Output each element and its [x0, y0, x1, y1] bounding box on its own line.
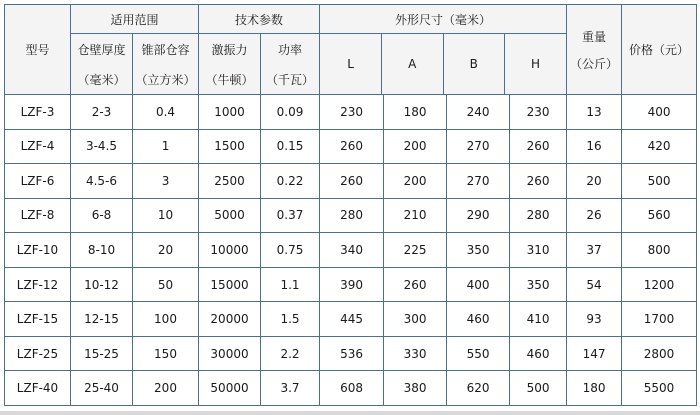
cell-price: 800: [622, 233, 697, 268]
cell-exciting-force: 1000: [199, 95, 261, 130]
header-exciting-force: 激振力: [199, 34, 261, 65]
cell-dim-L: 340: [320, 233, 384, 268]
cell-dim-L: 445: [320, 302, 384, 337]
cell-hopper-volume: 50: [133, 267, 199, 302]
cell-dim-B: 240: [447, 95, 510, 130]
cell-exciting-force: 2500: [199, 164, 261, 199]
cell-dim-H: 350: [510, 267, 567, 302]
cell-hopper-volume: 3: [133, 164, 199, 199]
spec-table: [4, 4, 697, 406]
cell-weight: 13: [567, 95, 622, 130]
cell-model: LZF-15: [5, 302, 71, 337]
header-dim-L: L: [320, 34, 382, 95]
bottom-edge-divider: [0, 411, 700, 415]
cell-wall-thickness: 12-15: [71, 302, 133, 337]
cell-dim-B: 350: [447, 233, 510, 268]
cell-dim-L: 608: [320, 371, 384, 406]
cell-dim-L: 260: [320, 164, 384, 199]
cell-price: 1200: [622, 267, 697, 302]
cell-model: LZF-12: [5, 267, 71, 302]
table-row: [5, 129, 697, 164]
cell-power: 1.1: [261, 267, 320, 302]
header-power: 功率: [261, 34, 320, 65]
header-dim-B: B: [443, 34, 505, 95]
header-weight: 重量: [582, 29, 607, 44]
cell-dim-B: 270: [447, 164, 510, 199]
cell-dim-H: 260: [510, 164, 567, 199]
cell-weight: 20: [567, 164, 622, 199]
cell-price: 420: [622, 129, 697, 164]
cell-power: 1.5: [261, 302, 320, 337]
cell-power: 0.37: [261, 198, 320, 233]
cell-dim-B: 460: [447, 302, 510, 337]
cell-wall-thickness: 8-10: [71, 233, 133, 268]
header-dimensions-group: [320, 5, 567, 95]
cell-price: 1700: [622, 302, 697, 337]
cell-dim-A: 225: [384, 233, 447, 268]
cell-power: 0.75: [261, 233, 320, 268]
cell-hopper-volume: 0.4: [133, 95, 199, 130]
cell-dim-H: 260: [510, 129, 567, 164]
cell-dim-L: 260: [320, 129, 384, 164]
cell-price: 400: [622, 95, 697, 130]
table-row: [5, 95, 697, 130]
cell-exciting-force: 50000: [199, 371, 261, 406]
cell-model: LZF-40: [5, 371, 71, 406]
cell-exciting-force: 10000: [199, 233, 261, 268]
header-power-unit: （千瓦）: [261, 64, 320, 95]
header-wall-thickness-unit: （毫米）: [71, 64, 133, 95]
cell-dim-B: 400: [447, 267, 510, 302]
cell-wall-thickness: 10-12: [71, 267, 133, 302]
cell-price: 500: [622, 164, 697, 199]
cell-hopper-volume: 1: [133, 129, 199, 164]
cell-exciting-force: 15000: [199, 267, 261, 302]
cell-dim-B: 290: [447, 198, 510, 233]
cell-hopper-volume: 200: [133, 371, 199, 406]
table-row: [5, 267, 697, 302]
cell-exciting-force: 30000: [199, 336, 261, 371]
cell-dim-A: 260: [384, 267, 447, 302]
cell-dim-H: 500: [510, 371, 567, 406]
cell-dim-H: 230: [510, 95, 567, 130]
cell-wall-thickness: 25-40: [71, 371, 133, 406]
cell-model: LZF-3: [5, 95, 71, 130]
table-row: [5, 233, 697, 268]
cell-wall-thickness: 2-3: [71, 95, 133, 130]
cell-dim-A: 180: [384, 95, 447, 130]
cell-model: LZF-8: [5, 198, 71, 233]
cell-power: 0.09: [261, 95, 320, 130]
cell-dim-L: 536: [320, 336, 384, 371]
table-row: [5, 302, 697, 337]
cell-dim-H: 460: [510, 336, 567, 371]
cell-model: LZF-25: [5, 336, 71, 371]
header-exciting-force-unit: （牛顿）: [199, 64, 261, 95]
header-dimensions: 外形尺寸（毫米）: [320, 5, 566, 34]
cell-weight: 26: [567, 198, 622, 233]
header-row-groups: [5, 5, 697, 34]
cell-weight: 93: [567, 302, 622, 337]
header-hopper-volume: 锥部仓容: [133, 34, 199, 65]
cell-weight: 37: [567, 233, 622, 268]
table-row: [5, 336, 697, 371]
cell-model: LZF-10: [5, 233, 71, 268]
cell-price: 5500: [622, 371, 697, 406]
cell-wall-thickness: 6-8: [71, 198, 133, 233]
cell-dim-A: 200: [384, 164, 447, 199]
cell-price: 2800: [622, 336, 697, 371]
cell-weight: 147: [567, 336, 622, 371]
header-dim-A: A: [382, 34, 444, 95]
table-row: [5, 371, 697, 406]
cell-dim-L: 230: [320, 95, 384, 130]
cell-wall-thickness: 3-4.5: [71, 129, 133, 164]
cell-power: 2.2: [261, 336, 320, 371]
cell-weight: 180: [567, 371, 622, 406]
cell-dim-H: 280: [510, 198, 567, 233]
cell-dim-A: 330: [384, 336, 447, 371]
cell-dim-B: 620: [447, 371, 510, 406]
cell-dim-H: 410: [510, 302, 567, 337]
cell-weight: 16: [567, 129, 622, 164]
cell-dim-L: 390: [320, 267, 384, 302]
table-header: [5, 5, 697, 95]
header-dim-H: H: [531, 57, 541, 71]
cell-dim-A: 210: [384, 198, 447, 233]
cell-model: LZF-4: [5, 129, 71, 164]
cell-power: 0.15: [261, 129, 320, 164]
cell-wall-thickness: 15-25: [71, 336, 133, 371]
table-body: [5, 95, 697, 406]
header-hopper-volume-unit: （立方米）: [133, 64, 199, 95]
header-model: 型号: [5, 5, 71, 95]
cell-dim-A: 300: [384, 302, 447, 337]
header-tech-params: 技术参数: [199, 5, 320, 34]
header-applicable-range: 适用范围: [71, 5, 199, 34]
dimensions-subheader: [320, 5, 566, 94]
cell-hopper-volume: 150: [133, 336, 199, 371]
cell-hopper-volume: 100: [133, 302, 199, 337]
cell-dim-A: 380: [384, 371, 447, 406]
table-row: [5, 164, 697, 199]
table-row: [5, 198, 697, 233]
cell-price: 560: [622, 198, 697, 233]
cell-wall-thickness: 4.5-6: [71, 164, 133, 199]
cell-hopper-volume: 10: [133, 198, 199, 233]
cell-model: LZF-6: [5, 164, 71, 199]
cell-dim-L: 280: [320, 198, 384, 233]
cell-dim-H: 310: [510, 233, 567, 268]
cell-dim-A: 200: [384, 129, 447, 164]
cell-exciting-force: 5000: [199, 198, 261, 233]
cell-exciting-force: 1500: [199, 129, 261, 164]
header-price: 价格（元）: [622, 5, 697, 95]
cell-dim-B: 270: [447, 129, 510, 164]
cell-dim-B: 550: [447, 336, 510, 371]
cell-exciting-force: 20000: [199, 302, 261, 337]
cell-power: 3.7: [261, 371, 320, 406]
header-weight-group: [567, 5, 622, 95]
header-wall-thickness: 仓壁厚度: [71, 34, 133, 65]
header-weight-unit: （公斤）: [570, 56, 619, 71]
cell-hopper-volume: 20: [133, 233, 199, 268]
cell-weight: 54: [567, 267, 622, 302]
cell-power: 0.22: [261, 164, 320, 199]
